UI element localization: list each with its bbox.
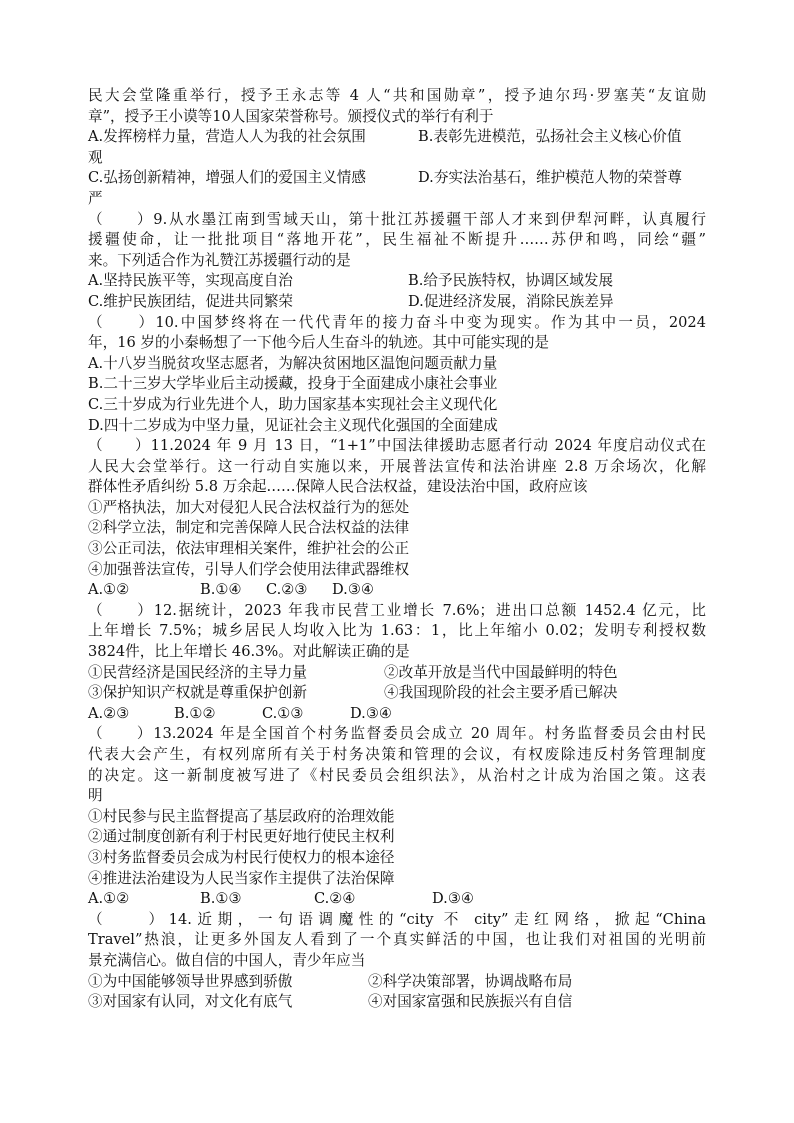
statement-2: ②科学决策部署，协调战略布局	[368, 972, 573, 990]
statement-4: ④对国家富强和民族振兴有自信	[368, 993, 573, 1011]
question-13	[88, 724, 706, 909]
option-row	[88, 292, 706, 313]
statement-row	[88, 972, 706, 993]
question-10	[88, 313, 706, 437]
option-c[interactable]: C.维护民族团结，促进共同繁荣	[88, 292, 294, 310]
option-b[interactable]: B.①③	[200, 890, 242, 908]
question-stem-line: 3824件，比上年增长 46.3%。对此解读正确的是	[88, 643, 410, 661]
option-d[interactable]: D.促进经济发展，消除民族差异	[408, 292, 614, 310]
option-d[interactable]: D.③④	[332, 581, 374, 599]
statement-2: ②通过制度创新有利于村民更好地行使民主权利	[88, 828, 395, 846]
option-row	[88, 704, 706, 725]
statement-1: ①村民参与民主监督提高了基层政府的治理效能	[88, 807, 395, 825]
option-a[interactable]: A.①②	[88, 581, 130, 599]
question-stem-line: 章”，授予王小谟等10人国家荣誉称号。颁授仪式的举行有利于	[88, 107, 494, 125]
option-row	[88, 580, 706, 601]
option-d[interactable]: D.③④	[432, 890, 474, 908]
option-b[interactable]: B.表彰先进模范，弘扬社会主义核心价值	[418, 128, 682, 146]
statement-2: ②改革开放是当代中国最鲜明的特色	[384, 663, 618, 681]
statement-4: ④我国现阶段的社会主要矛盾已解决	[384, 684, 618, 702]
statement-1: ①民营经济是国民经济的主导力量	[88, 663, 307, 681]
statement-1: ①为中国能够领导世界感到骄傲	[88, 972, 293, 990]
question-stem-line: （ ）12.据统计，2023 年我市民营工业增长 7.6%；进出口总额 1452.4 亿元，比	[88, 601, 706, 619]
option-a[interactable]: A.十八岁当脱贫攻坚志愿者，为解决贫困地区温饱问题贡献力量	[88, 354, 498, 372]
option-row	[88, 168, 706, 189]
question-stem-line: （ ）10.中国梦终将在一代代青年的接力奋斗中变为现实。作为其中一员，2024	[88, 313, 706, 331]
question-stem-line: 代表大会产生，有权列席所有关于村务决策和管理的会议，有权废除违反村务管理制度	[88, 746, 706, 763]
question-stem-line: 年，16 岁的小秦畅想了一下他今后人生奋斗的轨迹。其中可能实现的是	[88, 334, 550, 352]
question-12	[88, 601, 706, 725]
statement-row	[88, 663, 706, 684]
option-c[interactable]: C.弘扬创新精神，增强人们的爱国主义情感	[88, 169, 366, 187]
option-d-wrap: 严	[88, 189, 103, 207]
question-14	[88, 910, 706, 1013]
option-a[interactable]: A.发挥榜样力量，营造人人为我的社会氛围	[88, 128, 366, 146]
question-content	[88, 86, 706, 1013]
statement-4: ④推进法治建设为人民当家作主提供了法治保障	[88, 869, 395, 887]
question-stem-line: 来。下列适合作为礼赞江苏援疆行动的是	[88, 251, 351, 269]
option-c[interactable]: C.②④	[314, 890, 356, 908]
question-stem-line: （ ）9.从水墨江南到雪域天山，第十批江苏援疆干部人才来到伊犁河畔，认真履行	[88, 210, 706, 228]
option-d[interactable]: D.四十二岁成为中坚力量，见证社会主义现代化强国的全面建成	[88, 416, 498, 434]
option-a[interactable]: A.坚持民族平等，实现高度自治	[88, 272, 293, 290]
option-c[interactable]: C.①③	[262, 704, 304, 722]
statement-row	[88, 992, 706, 1013]
statement-3: ③公正司法，依法审理相关案件，维护社会的公正	[88, 540, 410, 558]
question-9	[88, 210, 706, 313]
option-b[interactable]: B.二十三岁大学毕业后主动援藏，投身于全面建成小康社会事业	[88, 375, 498, 393]
question-stem-line: 援疆使命，让一批批项目“落地开花”，民生福祉不断提升……苏伊和鸣，同绘“疆”	[88, 231, 706, 249]
statement-3: ③村务监督委员会成为村民行使权力的根本途径	[88, 848, 395, 866]
question-stem-line: 的决定。这一新制度被写进了《村民委员会组织法》，从治村之计成为治国之策。这表	[88, 766, 706, 784]
question-11	[88, 436, 706, 601]
option-b[interactable]: B.①④	[200, 581, 242, 599]
statement-3: ③保护知识产权就是尊重保护创新	[88, 684, 307, 702]
statement-3: ③对国家有认同，对文化有底气	[88, 993, 293, 1011]
option-b[interactable]: B.给予民族特权，协调区域发展	[408, 272, 614, 290]
question-stem-line: 民大会堂隆重举行，授予王永志等 4 人“共和国勋章”，授予迪尔玛·罗塞芙“友谊勋	[88, 87, 706, 104]
question-stem-line: （ ）14.近期，一句语调魔性的“city 不 city”走红网络，掀起“China	[88, 910, 706, 928]
question-stem-line: 人民大会堂举行。这一行动自实施以来，开展普法宣传和法治讲座 2.8 万余场次，化解	[88, 457, 706, 475]
option-b[interactable]: B.①②	[174, 704, 216, 722]
question-stem-line: （ ）11.2024 年 9 月 13 日，“1+1”中国法律援助志愿者行动 2024 年度启动仪式在	[88, 437, 706, 455]
question-stem-line: Travel”热浪，让更多外国友人看到了一个真实鲜活的中国，也让我们对祖国的光明前	[88, 931, 706, 949]
question-stem-line: 群体性矛盾纠纷 5.8 万余起……保障人民合法权益，建设法治中国，政府应该	[88, 478, 588, 496]
statement-1: ①严格执法，加大对侵犯人民合法权益行为的惩处	[88, 498, 410, 516]
statement-row	[88, 683, 706, 704]
option-c[interactable]: C.②③	[266, 581, 308, 599]
statement-2: ②科学立法，制定和完善保障人民合法权益的法律	[88, 519, 410, 537]
question-stem-line: 景充满信心。做自信的中国人，青少年应当	[88, 951, 366, 969]
question-stem-line: 上年增长 7.5%；城乡居民人均收入比为 1.63：1，比上年缩小 0.02；发明专利授权数	[88, 622, 706, 640]
option-c[interactable]: C.三十岁成为行业先进个人，助力国家基本实现社会主义现代化	[88, 395, 498, 413]
question-stem-line: （ ）13.2024 年是全国首个村务监督委员会成立 20 周年。村务监督委员会由村民	[88, 725, 706, 743]
question-stem-line: 明	[88, 787, 103, 805]
option-b-wrap: 观	[88, 148, 103, 166]
statement-4: ④加强普法宣传，引导人们学会使用法律武器维权	[88, 560, 410, 578]
option-row	[88, 271, 706, 292]
option-d[interactable]: D.③④	[350, 704, 392, 722]
option-d[interactable]: D.夯实法治基石，维护模范人物的荣誉尊	[418, 169, 682, 187]
option-row	[88, 889, 706, 910]
option-row	[88, 127, 706, 148]
option-a[interactable]: A.①②	[88, 890, 130, 908]
option-a[interactable]: A.②③	[88, 704, 130, 722]
question-8-continued	[88, 86, 706, 210]
